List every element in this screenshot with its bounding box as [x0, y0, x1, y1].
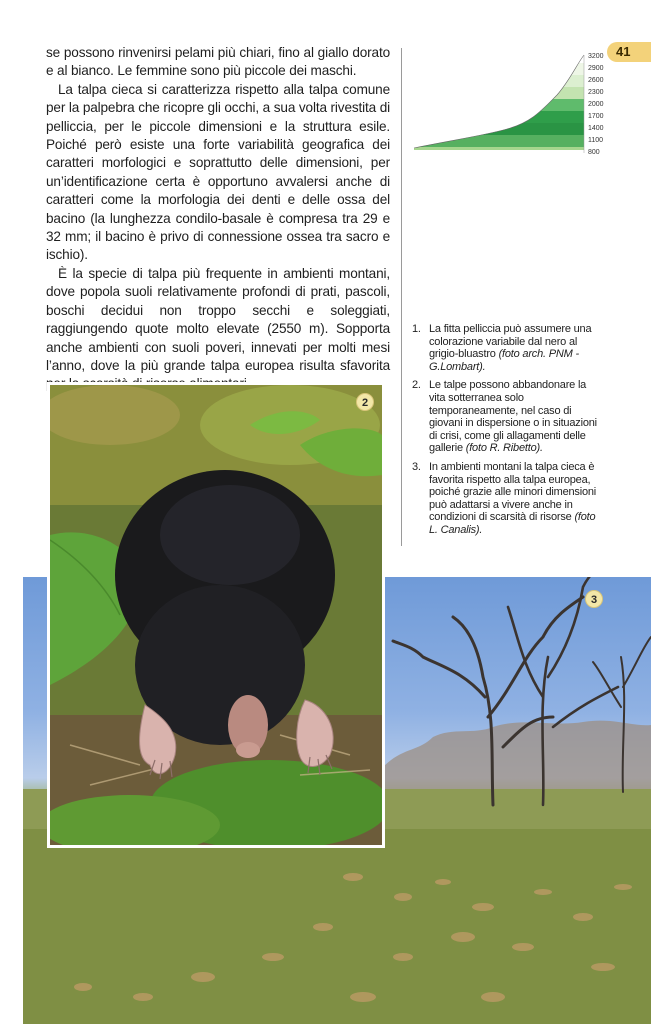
altitude-label: 2600 [588, 77, 604, 84]
caption-text: In ambienti montani la talpa cieca è favorita rispetto alla talpa europea, poiché grazie alle minori dimensioni può adattarsi a vivere anche in condizioni di scarsità di risorse [429, 460, 597, 524]
photo-number-badge: 3 [585, 590, 603, 608]
altitude-label: 1700 [588, 113, 604, 120]
caption-text: Le talpe possono abbandonare la vita sotterranea solo temporaneamente, nel caso di giovani in dispersione o in situazioni di crisi, come gli allagamenti delle gallerie [429, 379, 597, 455]
caption-3 [412, 461, 604, 537]
paragraph-3: È la specie di talpa più frequente in ambienti montani, dove popola suoli relativamente profondi di prati, pascoli, boschi decidui non troppo secchi e soleggiati, raggiungendo quote molto elevate (2550 m). Sopporta anche ambienti con suoli poveri, innevati per molti mesi l’anno, dove la più grande talpa europea risulta sfavorita [46, 265, 390, 373]
captions [412, 323, 604, 543]
altitude-label: 800 [588, 149, 600, 156]
caption-credit: (foto R. Ribetto). [465, 442, 543, 455]
caption-number: 2. [412, 379, 421, 392]
altitude-label: 1100 [588, 137, 604, 144]
paragraph-1: se possono rinvenirsi pelami più chiari, fino al giallo dorato e al bianco. Le femmine sono più piccole dei maschi. [46, 45, 390, 79]
caption-number: 1. [412, 323, 421, 335]
altitude-label: 1400 [588, 125, 604, 132]
altitude-graphic [412, 50, 612, 156]
altitude-label: 2900 [588, 65, 604, 72]
mole-photo-icon [50, 385, 382, 845]
altitude-label: 3200 [588, 53, 604, 60]
altitude-label: 2300 [588, 89, 604, 96]
mole-photo [47, 382, 385, 848]
body-text [46, 44, 390, 394]
caption-credit: (foto arch. PNM - G.Lombart). [429, 348, 579, 373]
caption-credit: (foto L. Canalis). [429, 511, 596, 536]
column-divider [401, 48, 402, 546]
caption-1 [412, 323, 604, 373]
altitude-chart [412, 50, 612, 156]
page-number: 41 [607, 42, 651, 62]
caption-2 [412, 379, 604, 455]
altitude-label: 2000 [588, 101, 604, 108]
caption-text: La fitta pelliccia può assumere una colorazione variabile dal nero al grigio-bluastro [429, 323, 592, 361]
photo-number-badge: 2 [356, 393, 374, 411]
caption-number: 3. [412, 460, 421, 473]
paragraph-2: La talpa cieca si caratterizza rispetto alla talpa comune per la palpebra che ricopre gli occhi, a sua volta rivestita di pelliccia, per le piccole dimensioni e la struttura esile. Poiché però esiste una forte variabilità geografica dei caratteri morfologici e soprattutto delle dimensioni, per un’identificazione certa è opportuno avvalersi anche di caratteri come la morfologia dei denti e delle ossa del bacino (la lunghezza condilo-basale è compresa tra 29 e 32 mm; il bacino è privo di connessione ossea tra sacro e ischio). [46, 81, 390, 263]
